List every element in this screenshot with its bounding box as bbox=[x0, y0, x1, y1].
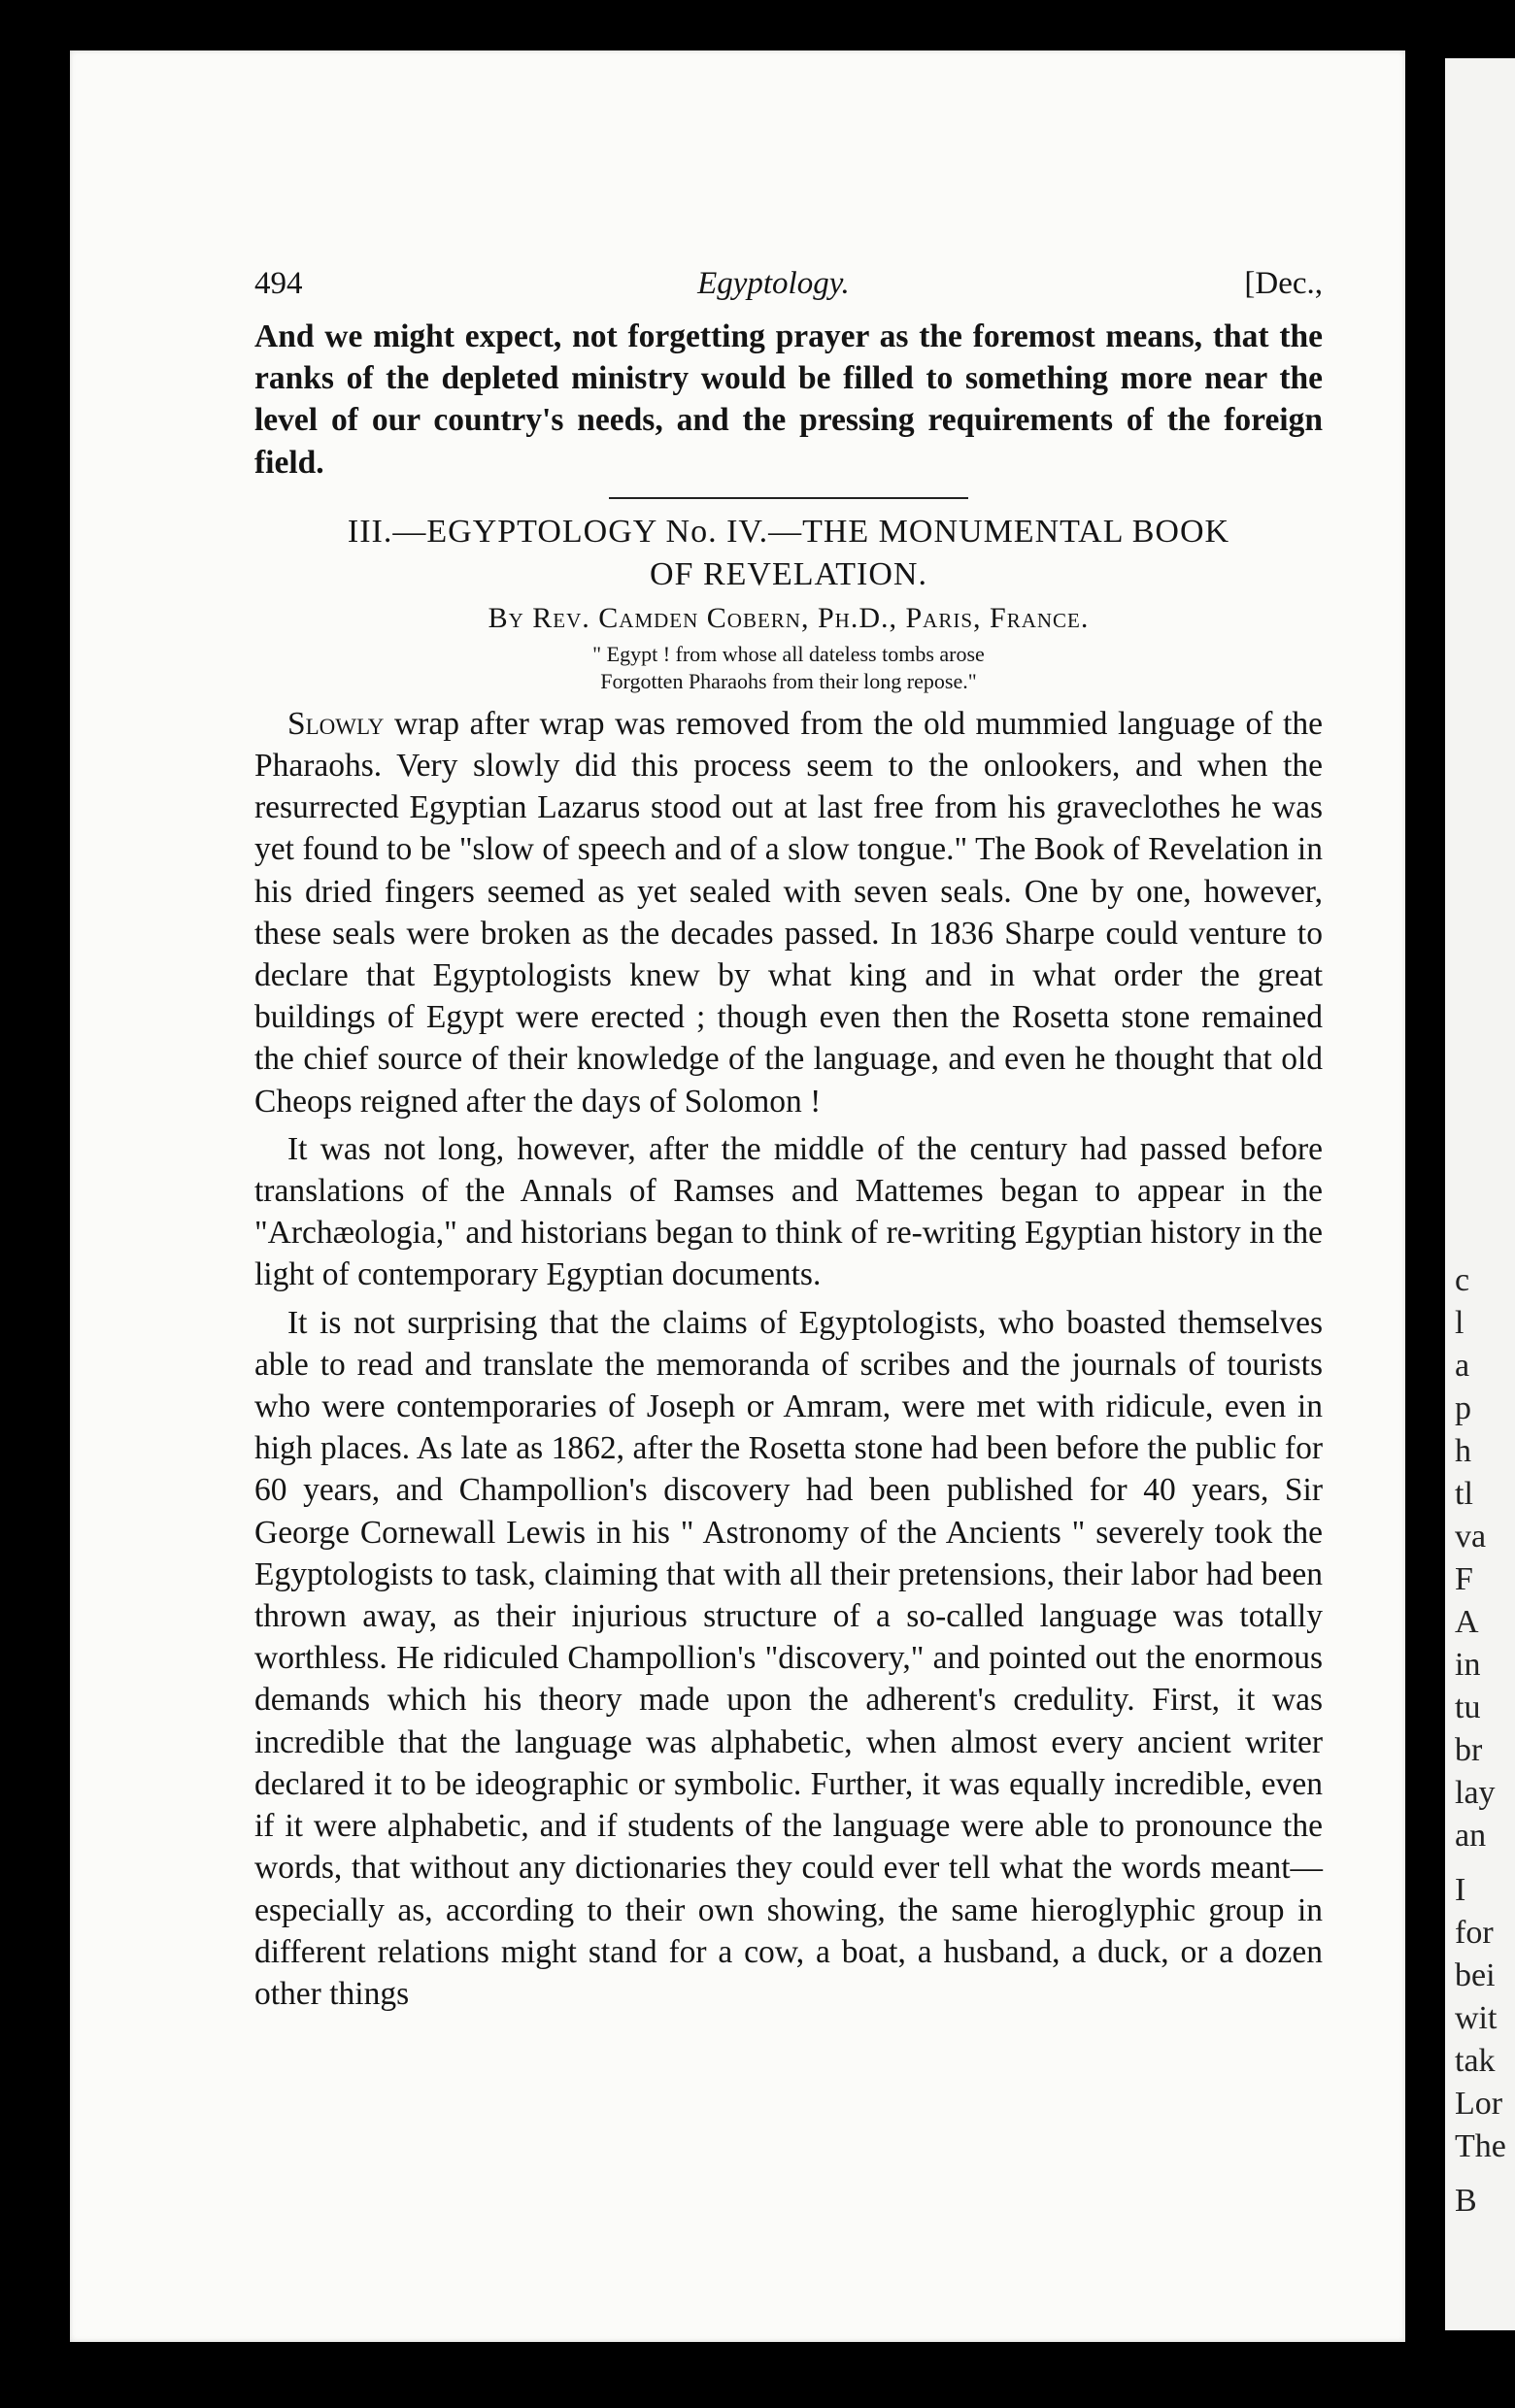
facing-fragment: tu bbox=[1455, 1689, 1481, 1725]
paragraph-1 bbox=[254, 703, 1323, 1122]
article-title bbox=[254, 511, 1323, 596]
facing-fragment: lay bbox=[1455, 1775, 1496, 1811]
facing-fragment: h bbox=[1455, 1433, 1471, 1469]
facing-fragment: tak bbox=[1455, 2043, 1496, 2079]
epigraph-line-1: " Egypt ! from whose all dateless tombs arose bbox=[592, 641, 985, 666]
facing-fragment: B bbox=[1455, 2183, 1477, 2219]
epigraph bbox=[254, 641, 1323, 695]
running-head bbox=[254, 266, 1323, 302]
paragraph-3: It is not surprising that the claims of Egyptologists, who boasted themselves able to read and translate the memoranda of scribes and the journals of tourists who were contemporaries of Joseph or Amram, were met with ridicule, even in high places. As late as 1862, after the Rosetta stone had been before the public for 60 years, and Champollion's discovery had been published for 40 years, Sir George Cornewall Lewis in his " Astronomy of the Ancients " severely took the Egyptologists to task, claiming that with all their pretensions, their labor had been thrown away, as their injurious structure of a so-called language was totally worthless. He ridiculed Champollion's "discovery," and pointed out the enormous demands which his theory made upon the adherent's credulity. First, it was incredible that the language was alphabetic, when almost every ancient writer declared it to be ideographic or symbolic. Further, it was equally incredible, even if it were alphabetic, and if students of the language were able to pronounce the words, that without any dictionaries they could ever tell what the words meant—especially as, according to their own showing, the same hieroglyphic group in different relations might stand for a cow, a boat, a husband, a duck, or a dozen other things bbox=[254, 1304, 1323, 2012]
text-column bbox=[254, 266, 1323, 2015]
paragraph-2: It was not long, however, after the middle of the century had passed before translations of the Annals of Ramses and Mattemes began to appear in the "Archæologia," and historians began to think of re-writing Egyptian history in the light of contemporary Egyptian documents. bbox=[254, 1130, 1323, 1293]
facing-fragment: in bbox=[1455, 1647, 1481, 1683]
facing-fragment: bei bbox=[1455, 1957, 1496, 1993]
section-divider bbox=[609, 497, 968, 499]
facing-fragment: wit bbox=[1455, 2000, 1498, 2036]
facing-fragment: an bbox=[1455, 1818, 1487, 1854]
facing-fragment: Lor bbox=[1455, 2086, 1503, 2122]
continued-paragraph: And we might expect, not forgetting prayer as the foremost means, that the ranks of the depleted ministry would be filled to something more near the level of our country's needs, and the pressing requirements of the foreign field. bbox=[254, 318, 1323, 481]
article-title-line-1: III.—EGYPTOLOGY No. IV.—THE MONUMENTAL BOOK bbox=[347, 513, 1230, 550]
facing-fragment: p bbox=[1455, 1390, 1471, 1426]
epigraph-line-2: Forgotten Pharaohs from their long repose." bbox=[600, 668, 977, 693]
facing-page-edge bbox=[1445, 58, 1515, 2330]
byline: By Rev. Camden Cobern, Ph.D., Paris, France. bbox=[488, 601, 1090, 634]
paragraph-1-body: wrap after wrap was removed from the old mummied language of the Pharaohs. Very slowly did this process seem to the onlookers, and when the resurrected Egyptian Lazarus stood out at last free from his graveclothes he was yet found to be "slow of speech and of a slow tongue." The Book of Revelation in his dried fingers seemed as yet sealed with seven seals. One by one, however, these seals were broken as the decades passed. In 1836 Sharpe could venture to declare that Egyptologists knew by what king and in what order the great buildings of Egypt were erected ; though even then the Rosetta stone remained the chief source of their knowledge of the language, and even he thought that old Cheops reigned after the days of Solomon ! bbox=[254, 705, 1323, 1120]
facing-fragment: a bbox=[1455, 1348, 1470, 1384]
paragraph-1-lead: Slowly bbox=[287, 705, 385, 742]
facing-fragment: br bbox=[1455, 1732, 1483, 1768]
facing-fragment: A bbox=[1455, 1604, 1479, 1640]
facing-fragment: for bbox=[1455, 1915, 1494, 1951]
facing-fragment: tl bbox=[1455, 1476, 1473, 1512]
article-title-line-2: OF REVELATION. bbox=[650, 555, 927, 592]
facing-fragment: I bbox=[1455, 1872, 1466, 1908]
running-title: Egyptology. bbox=[697, 266, 850, 301]
facing-fragment: l bbox=[1455, 1305, 1464, 1341]
book-page bbox=[70, 50, 1405, 2342]
page-number: 494 bbox=[254, 266, 303, 301]
facing-fragment: The bbox=[1455, 2128, 1506, 2164]
section-marker: [Dec., bbox=[1244, 266, 1323, 301]
facing-fragment: c bbox=[1455, 1262, 1470, 1298]
facing-fragment: F bbox=[1455, 1561, 1473, 1597]
facing-fragment: va bbox=[1455, 1519, 1487, 1555]
